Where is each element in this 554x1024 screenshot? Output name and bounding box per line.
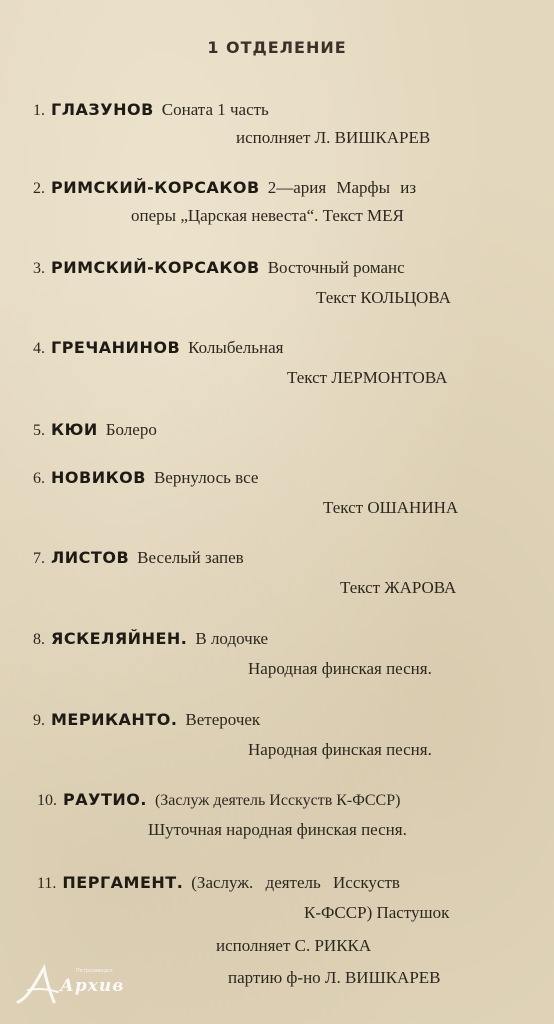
item-2-detail: оперы „Царская невеста“. Текст МЕЯ	[131, 206, 404, 225]
archive-logo	[14, 962, 132, 1006]
work-title: (Заслуж. деятель Исскуств	[191, 873, 400, 892]
composer-name: МЕРИКАНТО.	[51, 710, 178, 729]
composer-name: НОВИКОВ	[51, 468, 146, 487]
item-11-performer: исполняет С. РИККА	[216, 936, 372, 955]
program-item-4	[33, 338, 283, 358]
program-item-9	[33, 710, 260, 730]
program-item-1	[33, 100, 269, 120]
item-number: 2.	[33, 180, 45, 197]
composer-name: ГРЕЧАНИНОВ	[51, 338, 181, 357]
item-number: 3.	[33, 260, 45, 277]
composer-name: РАУТИО.	[63, 790, 147, 809]
program-item-5	[33, 420, 157, 440]
composer-name: ГЛАЗУНОВ	[51, 100, 154, 119]
program-item-10	[37, 790, 400, 810]
item-number: 10.	[37, 792, 57, 809]
item-11-detail: К-ФССР) Пастушок	[304, 903, 450, 922]
item-9-detail: Народная финская песня.	[248, 740, 432, 759]
composer-name: РИМСКИЙ-КОРСАКОВ	[51, 258, 260, 277]
work-title: В лодочке	[195, 629, 269, 648]
item-3-detail: Текст КОЛЬЦОВА	[316, 288, 451, 307]
program-item-3	[33, 258, 405, 278]
item-number: 6.	[33, 470, 45, 487]
work-title: Болеро	[105, 420, 157, 439]
item-4-detail: Текст ЛЕРМОНТОВА	[287, 368, 448, 387]
archive-logo-title: Архив	[60, 976, 125, 996]
item-number: 7.	[33, 550, 45, 567]
work-title: Колыбельная	[188, 338, 284, 357]
composer-name: ПЕРГАМЕНТ.	[62, 873, 184, 892]
work-title: Вернулось все	[153, 468, 259, 487]
item-number: 11.	[37, 875, 57, 892]
section-heading: 1 ОТДЕЛЕНИЕ	[207, 38, 347, 57]
archive-logo-subtitle: Петрозаводск	[76, 968, 113, 974]
item-6-detail: Текст ОШАНИНА	[323, 498, 459, 517]
item-number: 1.	[33, 102, 45, 119]
composer-name: РИМСКИЙ-КОРСАКОВ	[51, 178, 260, 197]
composer-name: КЮИ	[51, 420, 98, 439]
program-item-2	[33, 178, 525, 198]
item-11-accompanist: партию ф-но Л. ВИШКАРЕВ	[228, 968, 441, 987]
composer-name: ЛИСТОВ	[51, 548, 130, 567]
item-number: 5.	[33, 422, 45, 439]
program-item-7	[33, 548, 244, 568]
program-item-8	[33, 629, 268, 649]
work-title: Ветерочек	[185, 710, 261, 729]
program-item-11	[37, 873, 400, 893]
item-7-detail: Текст ЖАРОВА	[340, 578, 457, 597]
program-item-6	[33, 468, 258, 488]
work-title: Веселый запев	[137, 548, 244, 567]
work-title: Соната 1 часть	[161, 100, 269, 119]
item-number: 8.	[33, 631, 45, 648]
work-title: (Заслуж деятель Исскуств К-ФССР)	[154, 792, 401, 809]
work-title: 2—ария Марфы из	[267, 178, 417, 197]
item-8-detail: Народная финская песня.	[248, 659, 432, 678]
item-1-performer: исполняет Л. ВИШКАРЕВ	[236, 128, 431, 147]
composer-name: ЯСКЕЛЯЙНЕН.	[51, 629, 188, 648]
item-number: 4.	[33, 340, 45, 357]
item-10-detail: Шуточная народная финская песня.	[148, 820, 407, 839]
item-number: 9.	[33, 712, 45, 729]
work-title: Восточный романс	[267, 258, 405, 277]
